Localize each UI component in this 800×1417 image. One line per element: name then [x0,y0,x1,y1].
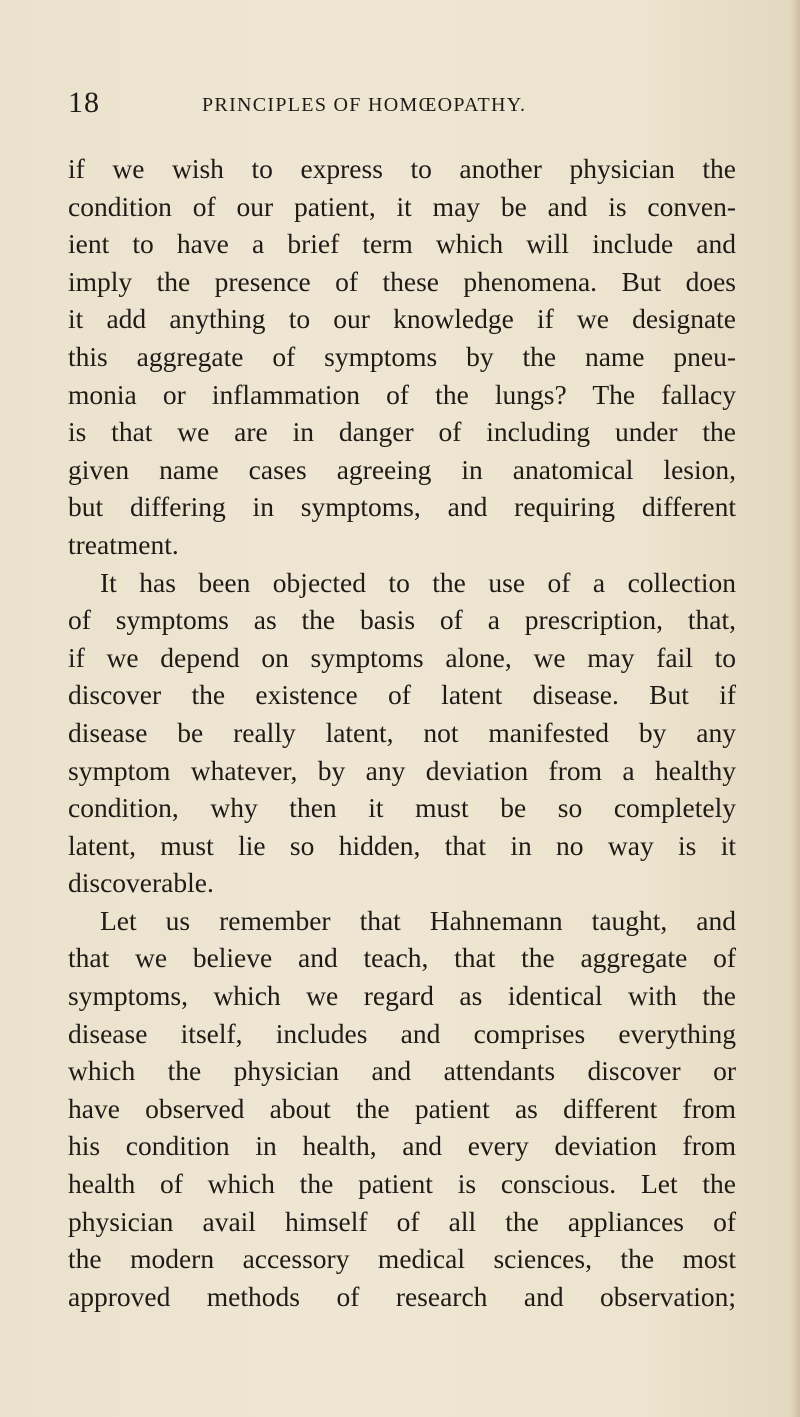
text-line: it add anything to our knowledge if we designate [68,303,736,335]
text-line: imply the presence of these phenomena. But does [68,265,736,297]
text-line: is that we are in danger of including under the [68,416,736,448]
text-line: Let us remember that Hahnemann taught, and [100,904,736,936]
text-line: ient to have a brief term which will include and [68,228,736,260]
text-line: of symptoms as the basis of a prescription, that, [68,604,736,636]
text-line: condition, why then it must be so completely [68,792,736,824]
text-line: symptom whatever, by any deviation from a healthy [68,754,736,786]
text-line: the modern accessory medical sciences, the most [68,1243,736,1275]
text-line: discover the existence of latent disease. But if [68,679,736,711]
text-line: symptoms, which we regard as identical with the [68,980,736,1012]
paragraph-2 [68,564,736,902]
paragraph-3 [68,902,736,1316]
text-line: latent, must lie so hidden, that in no way is it [68,829,736,861]
body-text [68,150,736,1315]
text-line: physician avail himself of all the appliances of [68,1205,736,1237]
text-line: monia or inflammation of the lungs? The fallacy [68,378,736,410]
text-line: which the physician and attendants discover or [68,1055,736,1087]
text-line: discoverable. [68,867,214,899]
text-line: health of which the patient is conscious. Let the [68,1168,736,1200]
text-line: if we depend on symptoms alone, we may fail to [68,641,736,673]
text-line: have observed about the patient as different from [68,1092,736,1124]
text-line: treatment. [68,528,179,560]
text-line: disease itself, includes and comprises everything [68,1017,736,1049]
text-line: It has been objected to the use of a collection [100,566,736,598]
text-line: approved methods of research and observation; [68,1280,736,1312]
running-head [68,86,736,130]
text-line: given name cases agreeing in anatomical lesion, [68,453,736,485]
text-line: condition of our patient, it may be and is conven- [68,190,736,222]
text-line: this aggregate of symptoms by the name pneu- [68,340,736,372]
text-line: that we believe and teach, that the aggregate of [68,942,736,974]
text-line: his condition in health, and every deviation from [68,1130,736,1162]
text-line: but differing in symptoms, and requiring different [68,491,736,523]
text-line: if we wish to express to another physician the [68,153,736,184]
running-title: PRINCIPLES OF HOMŒOPATHY. [202,94,527,116]
page-number: 18 [68,86,100,119]
paragraph-1 [68,150,736,564]
text-line: disease be really latent, not manifested by any [68,716,736,748]
page-edge-shadow [790,0,800,1417]
